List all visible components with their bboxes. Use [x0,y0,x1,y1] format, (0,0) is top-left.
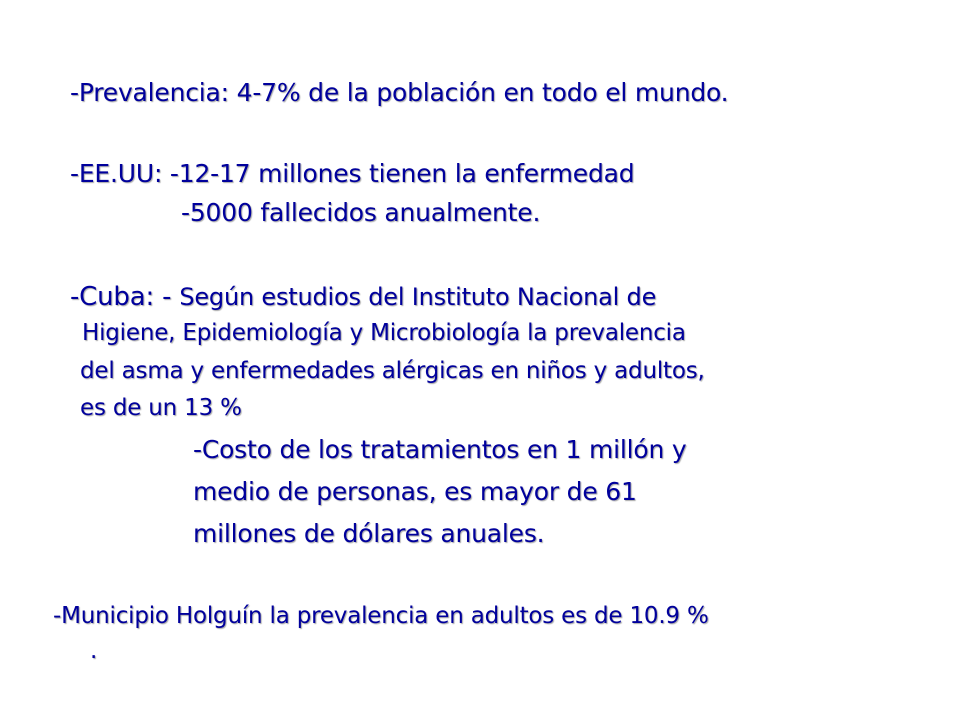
cuba-text-1: Según estudios del Instituto Nacional de [179,283,657,311]
eeuu-line-1: -EE.UU: -12-17 millones tienen la enfermedad [70,159,635,188]
cuba-line-2: Higiene, Epidemiología y Microbiología la prevalencia [82,320,686,346]
cuba-line-1 [70,282,656,312]
cuba-line-4: es de un 13 % [80,395,242,421]
cuba-line-3: del asma y enfermedades alérgicas en niños y adultos, [80,358,705,384]
cuba-prefix: -Cuba: - [70,282,180,312]
costo-line-1: -Costo de los tratamientos en 1 millón y [193,435,687,464]
costo-line-2: medio de personas, es mayor de 61 [193,477,637,506]
costo-line-3: millones de dólares anuales. [193,519,545,548]
trailing-dot: . [90,638,98,664]
eeuu-line-2: -5000 fallecidos anualmente. [181,198,541,227]
holguin-line: -Municipio Holguín la prevalencia en adultos es de 10.9 % [53,603,709,629]
prevalencia-line: -Prevalencia: 4-7% de la población en todo el mundo. [70,78,729,107]
